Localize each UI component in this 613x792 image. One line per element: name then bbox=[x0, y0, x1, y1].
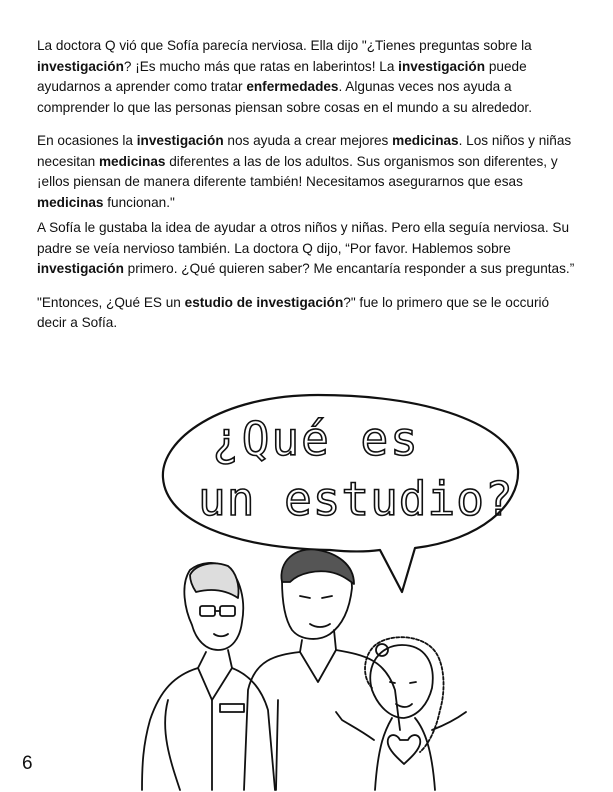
bubble-line-1: ¿Qué es bbox=[212, 412, 420, 466]
bubble-line-2: un estudio? bbox=[198, 472, 514, 526]
text-run: funcionan." bbox=[103, 194, 175, 210]
text-run: En ocasiones la bbox=[37, 133, 137, 148]
text-run: ?" fue lo primero que se le occurió decir a Sofía. bbox=[37, 294, 550, 330]
bold-term: investigación bbox=[136, 133, 224, 148]
bold-term: enfermedades bbox=[246, 79, 339, 94]
bold-term: investigación bbox=[398, 58, 486, 74]
bold-term: investigación bbox=[37, 58, 124, 74]
text-run: diferentes a las de los adultos. Sus organismos son diferentes, y ¡ellos piensan de manera diferente también! Necesitamos asegurarnos que esas bbox=[37, 153, 558, 189]
father-figure bbox=[244, 549, 400, 790]
bold-term: investigación bbox=[37, 261, 124, 276]
text-run: ? ¡Es mucho más que ratas en laberintos! La bbox=[123, 58, 399, 74]
bold-term: medicinas bbox=[98, 153, 166, 169]
text-run: La doctora Q vió que Sofía parecía nerviosa. Ella dijo "¿Tienes preguntas sobre la bbox=[37, 38, 532, 53]
text-run: . Algunas veces nos ayuda a comprender lo que las personas piensan sobre cosas en el mundo a su alrededor. bbox=[37, 79, 532, 115]
text-run: nos ayuda a crear mejores bbox=[223, 133, 393, 148]
doctor-figure bbox=[142, 563, 275, 790]
bold-term: medicinas bbox=[37, 194, 104, 210]
bold-term: estudio de investigación bbox=[184, 294, 344, 310]
text-run: primero. ¿Qué quieren saber? Me encantaría responder a sus preguntas.” bbox=[123, 261, 575, 276]
bold-term: medicinas bbox=[392, 133, 459, 148]
page-number: 6 bbox=[22, 753, 33, 774]
text-run: puede ayudarnos a aprender como tratar bbox=[37, 58, 527, 94]
text-run: A Sofía le gustaba la idea de ayudar a otros niños y niñas. Pero ella seguía nerviosa. Su padre se veía nervioso también. La doctora Q dijo, “Por favor. Hablemos sobre bbox=[37, 220, 570, 256]
text-run: "Entonces, ¿Qué ES un bbox=[37, 294, 185, 310]
girl-figure bbox=[336, 637, 466, 790]
text-run: . Los niños y niñas necesitan bbox=[37, 133, 572, 169]
